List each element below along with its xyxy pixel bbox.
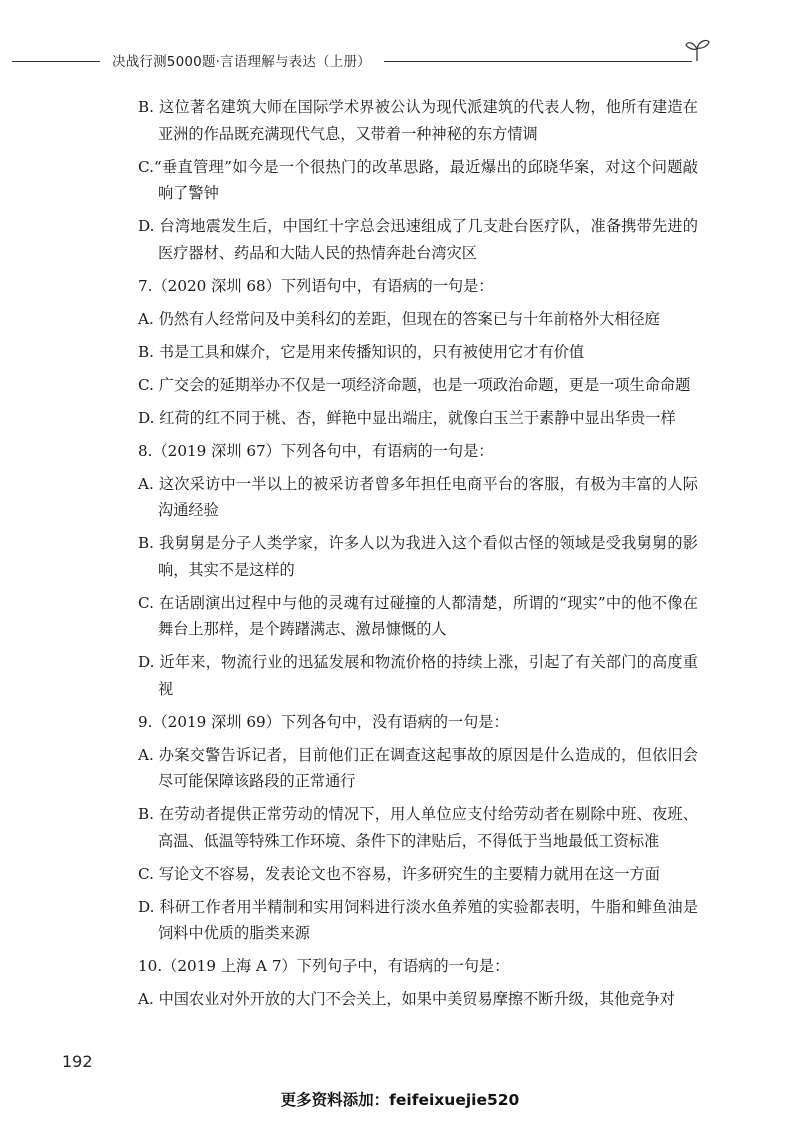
option-paragraph: B. 这位著名建筑大师在国际学术界被公认为现代派建筑的代表人物，他所有建造在亚洲的作品既充满现代气息，又带着一种神秘的东方情调 xyxy=(138,98,698,143)
question-stem: 10.（2019 上海 A 7）下列句子中，有语病的一句是： xyxy=(138,957,510,975)
option-paragraph: D. 科研工作者用半精制和实用饲料进行淡水鱼养殖的实验都表明，牛脂和鲱鱼油是饲料中优质的脂类来源 xyxy=(138,897,698,942)
option-paragraph: C. 写论文不容易，发表论文也不容易，许多研究生的主要精力就用在这一方面 xyxy=(138,864,660,883)
question-stem: 8.（2019 深圳 67）下列各句中，有语病的一句是： xyxy=(138,441,494,460)
sprout-icon xyxy=(684,36,710,62)
option-paragraph: A. 办案交警告诉记者，目前他们正在调查这起事故的原因是什么造成的，但依旧会尽可能保障该路段的正常通行 xyxy=(138,745,698,790)
option-paragraph: B. 在劳动者提供正常劳动的情况下，用人单位应支付给劳动者在剔除中班、夜班、高温、低温等特殊工作环境、条件下的津贴后，不得低于当地最低工资标准 xyxy=(138,805,698,850)
option-paragraph: C. 广交会的延期举办不仅是一项经济命题，也是一项政治命题，更是一项生命命题 xyxy=(138,375,691,394)
option-paragraph: A. 这次采访中一半以上的被采访者曾多年担任电商平台的客服，有极为丰富的人际沟通经验 xyxy=(138,474,698,519)
question-content xyxy=(138,94,698,1019)
option-paragraph: D. 台湾地震发生后，中国红十字总会迅速组成了几支赴台医疗队，准备携带先进的医疗器材、药品和大陆人民的热情奔赴台湾灾区 xyxy=(138,217,698,262)
option-paragraph: D. 近年来，物流行业的迅猛发展和物流价格的持续上涨，引起了有关部门的高度重视 xyxy=(138,653,698,698)
option-paragraph: B. 我舅舅是分子人类学家，许多人以为我进入这个看似古怪的领域是受我舅舅的影响，其实不是这样的 xyxy=(138,534,698,579)
running-header xyxy=(12,46,702,76)
header-rule-left xyxy=(12,61,100,62)
option-paragraph: C. 在话剧演出过程中与他的灵魂有过碰撞的人都清楚，所谓的“现实”中的他不像在舞台上那样，是个踌躇满志、激昂慷慨的人 xyxy=(138,593,698,638)
option-paragraph: C.“垂直管理”如今是一个很热门的改革思路，最近爆出的邱晓华案，对这个问题敲响了警钟 xyxy=(138,157,698,202)
page-number: 192 xyxy=(62,1052,93,1071)
header-rule-right xyxy=(384,61,692,62)
option-paragraph: B. 书是工具和媒介，它是用来传播知识的，只有被使用它才有价值 xyxy=(138,342,585,361)
option-paragraph: A. 仍然有人经常问及中美科幻的差距，但现在的答案已与十年前格外大相径庭 xyxy=(138,309,660,328)
option-paragraph: D. 红荷的红不同于桃、杏，鲜艳中显出端庄，就像白玉兰于素静中显出华贵一样 xyxy=(138,408,676,427)
question-stem: 7.（2020 深圳 68）下列语句中，有语病的一句是： xyxy=(138,276,494,295)
footer-note: 更多资料添加：feifeixuejie520 xyxy=(280,1091,520,1109)
option-paragraph: A. 中国农业对外开放的大门不会关上，如果中美贸易摩擦不断升级，其他竞争对 xyxy=(138,990,675,1008)
question-stem: 9.（2019 深圳 69）下列各句中，没有语病的一句是： xyxy=(138,712,509,731)
header-title: 决战行测5000题·言语理解与表达（上册） xyxy=(112,54,371,70)
